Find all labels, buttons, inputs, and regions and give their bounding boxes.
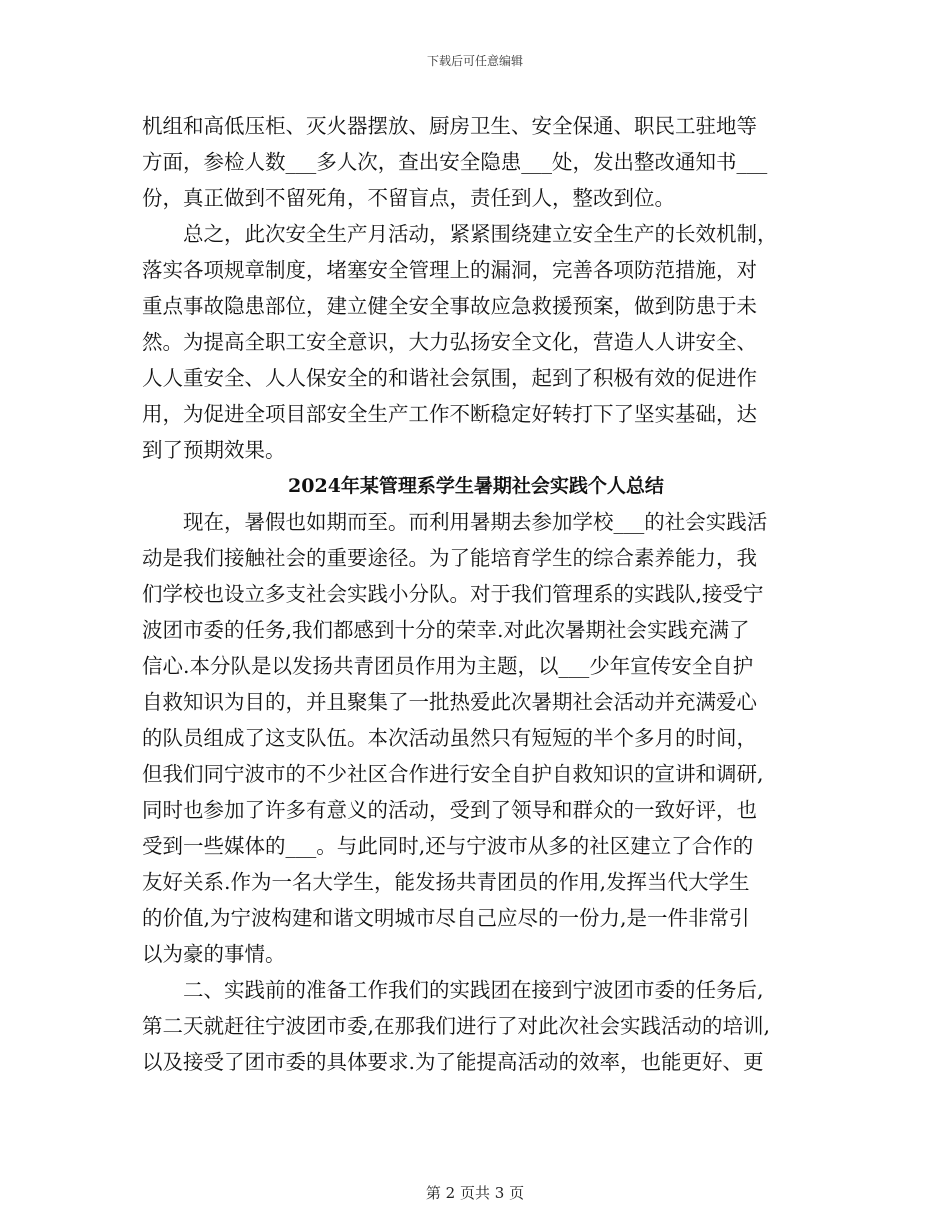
text-line: 受到一些媒体的___。与此同时,还与宁波市从多的社区建立了合作的 (142, 834, 754, 858)
text-line: 的价值,为宁波构建和谐文明城市尽自己应尽的一份力,是一件非常引 (142, 906, 750, 930)
section-title: 2024年某管理系学生暑期社会实践个人总结 (288, 475, 664, 497)
text-line: 的队员组成了这支队伍。本次活动虽然只有短短的半个多月的时间， (142, 726, 757, 750)
text-line: 友好关系.作为一名大学生，能发扬共青团员的作用,发挥当代大学生 (142, 870, 750, 894)
text-line: 但我们同宁波市的不少社区合作进行安全自护自救知识的宣讲和调研, (142, 762, 764, 786)
text-line: 落实各项规章制度，堵塞安全管理上的漏洞，完善各项防范措施，对 (142, 258, 757, 282)
document-body (142, 108, 810, 1080)
text-line: 波团市委的任务,我们都感到十分的荣幸.对此次暑期社会实践充满了 (142, 618, 750, 642)
text-line: 信心.本分队是以发扬共青团员作用为主题，以___少年宣传安全自护 (142, 654, 754, 678)
text-line: 然。为提高全职工安全意识，大力弘扬安全文化，营造人人讲安全、 (142, 330, 757, 354)
text-line: 动是我们接触社会的重要途径。为了能培育学生的综合素养能力，我 (142, 546, 757, 570)
page-footer: 第 2 页共 3 页 (425, 1184, 525, 1202)
text-line: 机组和高低压柜、灭火器摆放、厨房卫生、安全保通、职民工驻地等 (142, 114, 757, 138)
text-line: 以及接受了团市委的具体要求.为了能提高活动的效率，也能更好、更 (142, 1050, 764, 1074)
text-line: 第二天就赶往宁波团市委,在那我们进行了对此次社会实践活动的培训, (142, 1014, 771, 1038)
text-line: 人人重安全、人人保安全的和谐社会氛围，起到了积极有效的促进作 (142, 366, 757, 390)
text-line: 重点事故隐患部位，建立健全安全事故应急救援预案，做到防患于未 (142, 294, 757, 318)
text-line: 自救知识为目的，并且聚集了一批热爱此次暑期社会活动并充满爱心 (142, 690, 757, 714)
text-line: 方面，参检人数___多人次，查出安全隐患___处，发出整改通知书___ (142, 150, 768, 174)
text-line: 同时也参加了许多有意义的活动，受到了领导和群众的一致好评，也 (142, 798, 757, 822)
text-line: 用，为促进全项目部安全生产工作不断稳定好转打下了坚实基础，达 (142, 402, 757, 426)
text-line: 份，真正做到不留死角，不留盲点，责任到人，整改到位。 (142, 186, 675, 210)
text-line: 现在，暑假也如期而至。而利用暑期去参加学校___的社会实践活 (142, 510, 768, 534)
text-line: 们学校也设立多支社会实践小分队。对于我们管理系的实践队,接受宁 (142, 582, 764, 606)
text-line: 总之，此次安全生产月活动，紧紧围绕建立安全生产的长效机制， (142, 222, 778, 246)
page-header: 下载后可任意编辑 (426, 54, 523, 68)
text-line: 到了预期效果。 (142, 438, 286, 462)
text-line: 二、实践前的准备工作我们的实践团在接到宁波团市委的任务后, (142, 978, 764, 1002)
text-line: 以为豪的事情。 (142, 942, 286, 966)
